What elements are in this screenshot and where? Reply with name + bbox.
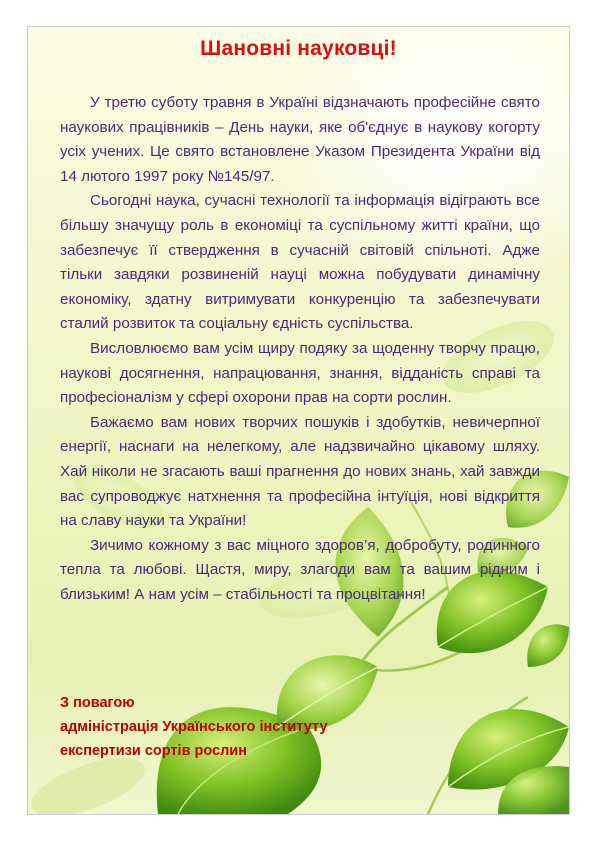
letter-body xyxy=(60,91,540,607)
signature-organization-line1: адміністрація Українського інституту xyxy=(60,719,328,735)
signature-block xyxy=(60,691,328,763)
letter-title: Шановні науковці! xyxy=(200,37,397,60)
signature-organization-line2: експертизи сортів рослин xyxy=(60,743,247,759)
paragraph-health-wishes: Зичимо кожному з вас міцного здоров’я, добробуту, родинного тепла та любові. Щастя, миру, злагоди вам та вашим рідним і близьким! А нам усім – стабільності та процвітання! xyxy=(60,536,540,603)
paragraph-day-of-science: У третю суботу травня в Україні відзначають професійне свято наукових працівників – День науки, яке об'єднує в наукову когорту усіх учених. Це свято встановлене Указом Президента України від 14 лютого 1997 року №145/97. xyxy=(60,94,540,185)
signature-greeting: З повагою xyxy=(60,695,135,711)
paragraph-wishes: Бажаємо вам нових творчих пошуків і здобутків, невичерпної енергії, наснаги на нелегкому, але надзвичайно цікавому шляху. Хай ніколи не згасають ваші прагнення до нових знань, хай завжди вас супроводжує натхнення та професійна інтуїція, нові відкриття на славу науки та України! xyxy=(60,413,540,530)
paragraph-science-role: Сьогодні наука, сучасні технології та інформація відіграють все більшу значущу роль в економіці та суспільному житті країни, що забезпечує її ствердження в сучасній світовій спільноті. Адже тільки завдяки розвиненій науці можна побудувати динамічну економіку, здатну витримувати конкуренцію та забезпечувати сталий розвиток та соціальну єдність суспільства. xyxy=(60,192,540,333)
paragraph-gratitude: Висловлюємо вам усім щиру подяку за щоденну творчу працю, наукові досягнення, напрацювання, знання, відданість справі та професіоналізм у сфері охорони прав на сорти рослин. xyxy=(60,339,540,407)
greeting-card xyxy=(27,26,570,815)
